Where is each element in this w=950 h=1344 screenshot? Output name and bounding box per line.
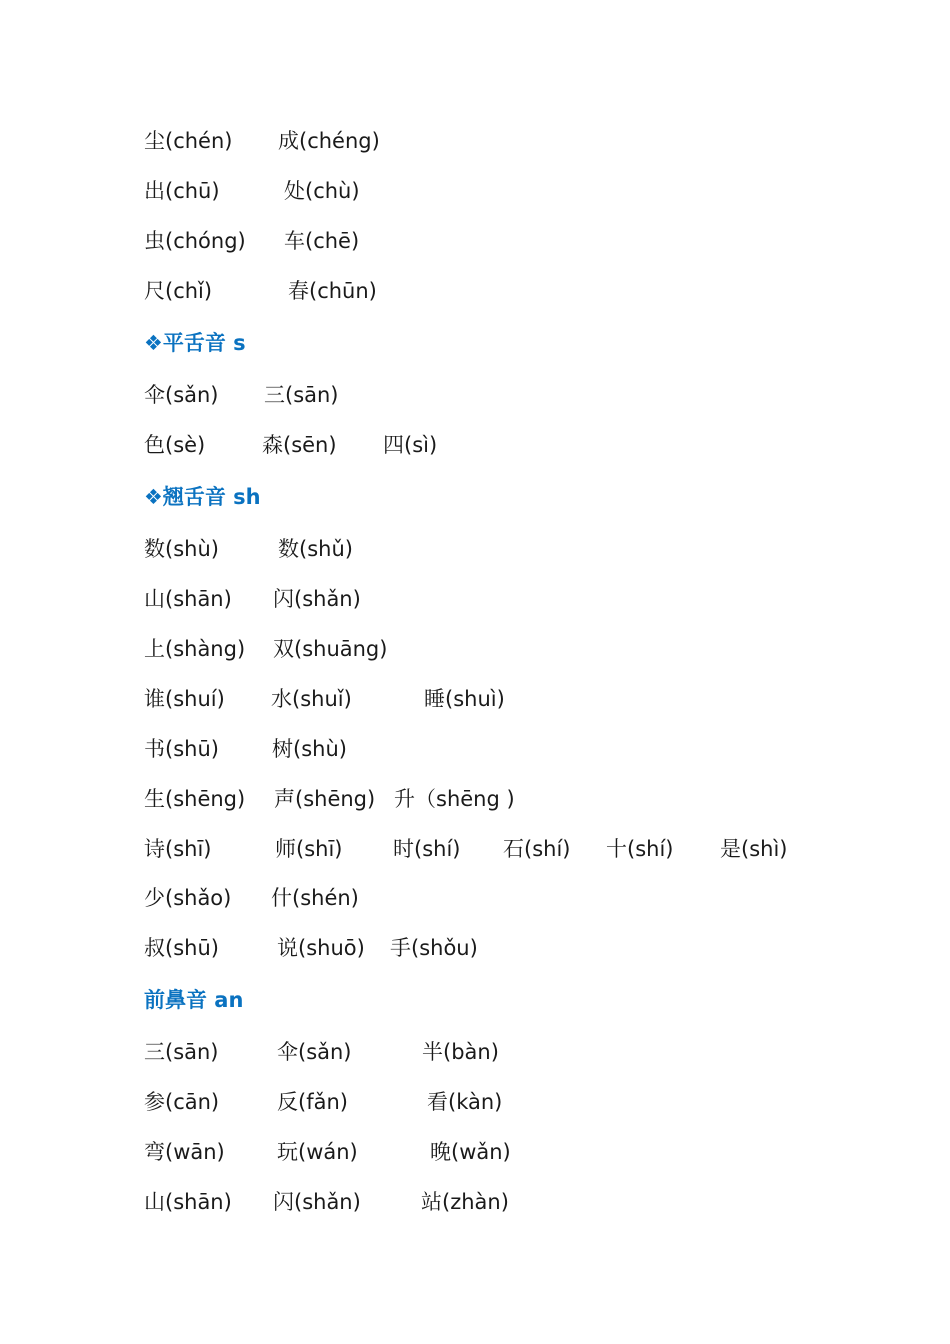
- pinyin-word: 声(shēng): [274, 787, 376, 811]
- pinyin-word: 参(cān): [144, 1090, 220, 1114]
- pinyin-word: 尺(chǐ): [144, 279, 213, 303]
- pinyin-word: 半(bàn): [422, 1040, 499, 1064]
- pinyin-word: 上(shàng): [144, 637, 246, 661]
- pinyin-word: 书(shū): [144, 737, 219, 761]
- pinyin-word: 色(sè): [144, 433, 206, 457]
- pinyin-word: 什(shén): [271, 886, 359, 910]
- pinyin-row: [0, 579, 950, 619]
- pinyin-word: 闪(shǎn): [273, 587, 361, 611]
- pinyin-word: 山(shān): [144, 587, 232, 611]
- pinyin-word: 站(zhàn): [421, 1190, 509, 1214]
- pinyin-row: [0, 729, 950, 769]
- pinyin-row: [0, 1032, 950, 1072]
- pinyin-row: [0, 779, 950, 819]
- section-heading-sh: ❖翘舌音 sh: [144, 485, 261, 509]
- pinyin-word: 虫(chóng): [144, 229, 246, 253]
- pinyin-word: 谁(shuí): [144, 687, 225, 711]
- pinyin-word: 反(fǎn): [277, 1090, 348, 1114]
- pinyin-row: [0, 171, 950, 211]
- pinyin-word: 弯(wān): [144, 1140, 225, 1164]
- pinyin-word: 车(chē): [284, 229, 360, 253]
- pinyin-word: 生(shēng): [144, 787, 246, 811]
- pinyin-row: [0, 1082, 950, 1122]
- pinyin-word: 伞(sǎn): [277, 1040, 352, 1064]
- pinyin-row: [0, 928, 950, 968]
- section-heading-an: 前鼻音 an: [144, 988, 244, 1012]
- pinyin-word: 是(shì): [720, 837, 788, 861]
- pinyin-word: 三(sān): [264, 383, 339, 407]
- pinyin-word: 升（shēng ): [394, 787, 515, 811]
- pinyin-word: 尘(chén): [144, 129, 233, 153]
- pinyin-word: 晚(wǎn): [430, 1140, 511, 1164]
- pinyin-word: 师(shī): [275, 837, 343, 861]
- pinyin-word: 山(shān): [144, 1190, 232, 1214]
- pinyin-word: 森(sēn): [262, 433, 337, 457]
- pinyin-row: [0, 679, 950, 719]
- pinyin-row: [0, 1182, 950, 1222]
- pinyin-row: [0, 221, 950, 261]
- section-heading-s: ❖平舌音 s: [144, 331, 246, 355]
- pinyin-word: 伞(sǎn): [144, 383, 219, 407]
- pinyin-row: [0, 375, 950, 415]
- pinyin-word: 水(shuǐ): [271, 687, 352, 711]
- pinyin-word: 说(shuō): [277, 936, 365, 960]
- pinyin-word: 处(chù): [284, 179, 360, 203]
- pinyin-word: 出(chū): [144, 179, 220, 203]
- pinyin-word: 成(chéng): [278, 129, 380, 153]
- pinyin-row: [0, 121, 950, 161]
- pinyin-word: 看(kàn): [427, 1090, 503, 1114]
- pinyin-word: 手(shǒu): [390, 936, 478, 960]
- pinyin-row: [0, 829, 950, 869]
- pinyin-row: [0, 1132, 950, 1172]
- pinyin-row: [0, 425, 950, 465]
- pinyin-word: 数(shǔ): [278, 537, 353, 561]
- pinyin-word: 十(shí): [606, 837, 674, 861]
- pinyin-word: 春(chūn): [288, 279, 377, 303]
- pinyin-word: 数(shù): [144, 537, 219, 561]
- pinyin-row: [0, 878, 950, 918]
- pinyin-word: 玩(wán): [277, 1140, 358, 1164]
- pinyin-word: 双(shuāng): [273, 637, 388, 661]
- pinyin-row: [0, 271, 950, 311]
- pinyin-word: 睡(shuì): [424, 687, 505, 711]
- pinyin-word: 少(shǎo): [144, 886, 232, 910]
- pinyin-word: 诗(shī): [144, 837, 212, 861]
- pinyin-row: [0, 529, 950, 569]
- pinyin-word: 闪(shǎn): [273, 1190, 361, 1214]
- pinyin-row: [0, 629, 950, 669]
- pinyin-word: 叔(shū): [144, 936, 219, 960]
- pinyin-word: 石(shí): [503, 837, 571, 861]
- pinyin-word: 时(shí): [393, 837, 461, 861]
- pinyin-word: 树(shù): [272, 737, 347, 761]
- pinyin-word: 四(sì): [383, 433, 438, 457]
- pinyin-word: 三(sān): [144, 1040, 219, 1064]
